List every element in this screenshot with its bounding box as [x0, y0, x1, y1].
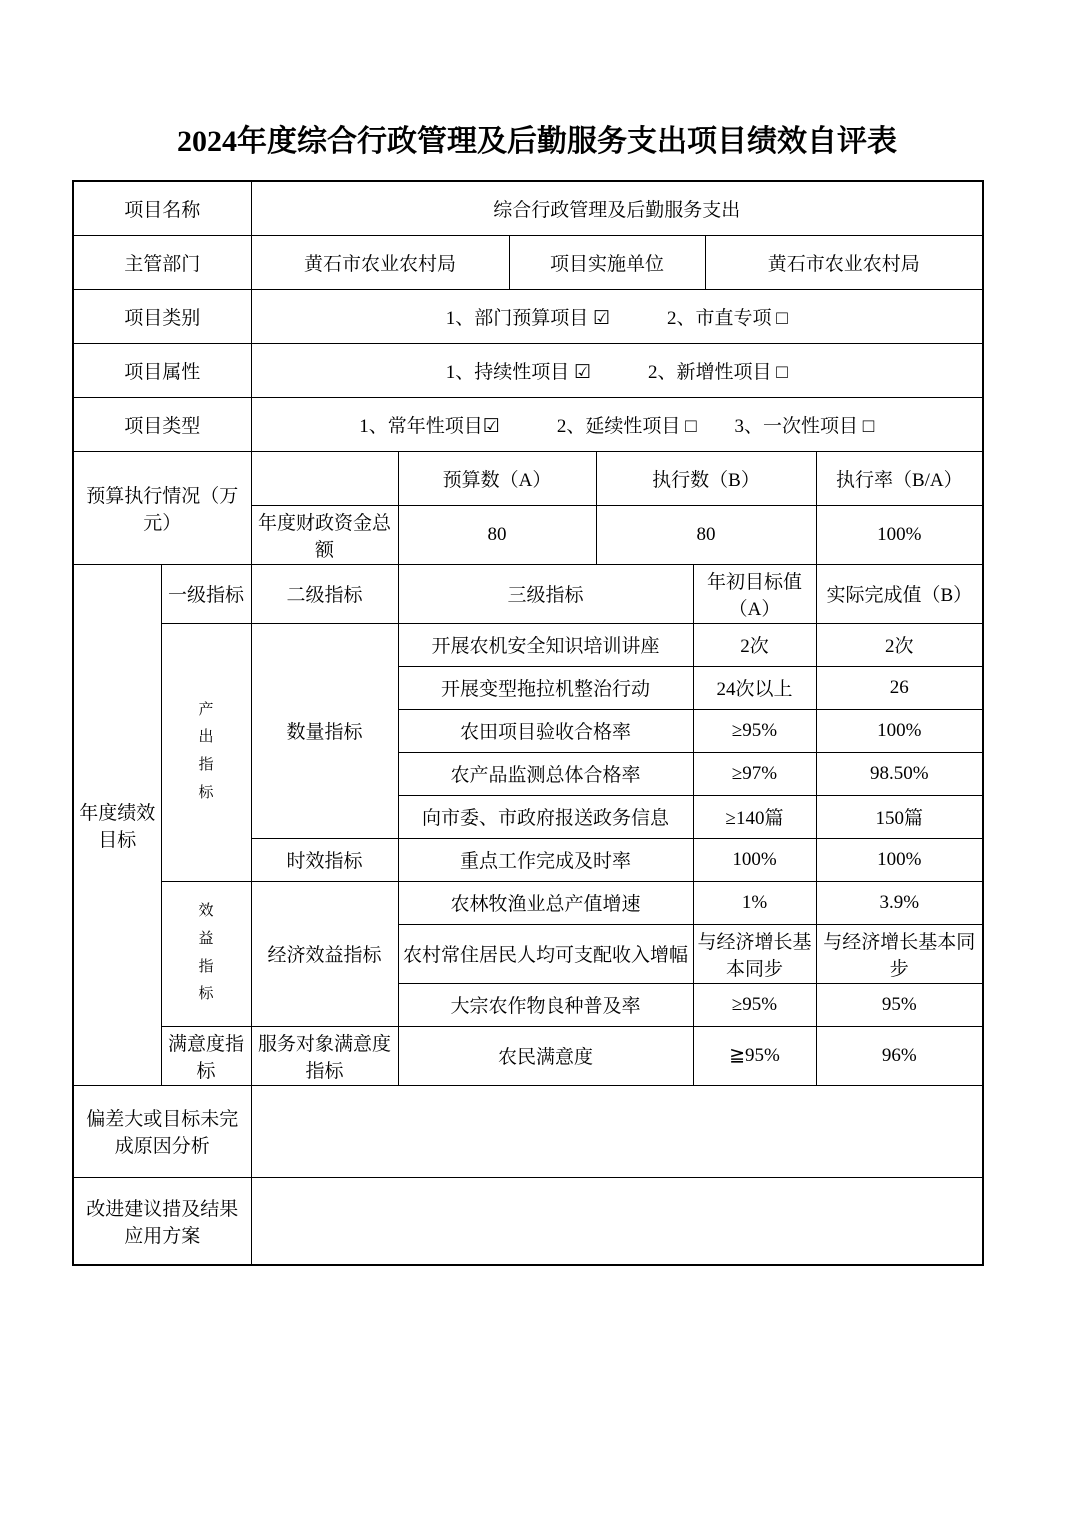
- indicator-level3: 农产品监测总体合格率: [398, 752, 693, 795]
- improvement-label: 改进建议措及结果应用方案: [73, 1177, 251, 1265]
- indicator-actual: 98.50%: [816, 752, 983, 795]
- level1-benefit-label: 效益指标: [198, 903, 214, 1003]
- type-options: 1、常年性项目☑ 2、延续性项目 □ 3、一次性项目 □: [251, 397, 983, 451]
- attribute-options: 1、持续性项目 ☑ 2、新增性项目 □: [251, 343, 983, 397]
- project-name-value: 综合行政管理及后勤服务支出: [251, 181, 983, 235]
- level2-service-cell: [251, 1026, 398, 1085]
- level2-economic-cell: 经济效益指标: [251, 881, 398, 1026]
- dept-label: 主管部门: [73, 235, 251, 289]
- page-title: 2024年度综合行政管理及后勤服务支出项目绩效自评表: [177, 125, 897, 158]
- indicator-actual: 95%: [816, 983, 983, 1026]
- indicator-target: ≥95%: [693, 983, 816, 1026]
- impl-unit-value: 黄石市农业农村局: [705, 235, 983, 289]
- indicator-level3: 农民满意度: [398, 1026, 693, 1085]
- budget-value: 80: [398, 505, 596, 564]
- indicator-actual: 96%: [816, 1026, 983, 1085]
- indicator-actual: 150篇: [816, 795, 983, 838]
- table-row: [73, 289, 983, 343]
- table-row: [73, 181, 983, 235]
- level1-satisfaction-cell: 满意度指标: [161, 1026, 251, 1085]
- indicator-target: ≧95%: [693, 1026, 816, 1085]
- level1-output-label: 产出指标: [198, 701, 214, 801]
- self-evaluation-table: [72, 180, 984, 1266]
- table-row: [73, 343, 983, 397]
- indicator-level3: 重点工作完成及时率: [398, 838, 693, 881]
- impl-unit-label: 项目实施单位: [509, 235, 705, 289]
- indicator-target: 1%: [693, 881, 816, 924]
- indicator-target: ≥95%: [693, 709, 816, 752]
- annual-performance-label: 年度绩效目标: [73, 564, 161, 1085]
- indicator-level3: 大宗农作物良种普及率: [398, 983, 693, 1026]
- deviation-label: 偏差大或目标未完成原因分析: [73, 1085, 251, 1177]
- indicator-level3: 开展变型拖拉机整治行动: [398, 666, 693, 709]
- indicator-actual: 与经济增长基本同步: [816, 924, 983, 983]
- budget-col-budget: 预算数（A）: [398, 451, 596, 505]
- indicator-level3: 向市委、市政府报送政务信息: [398, 795, 693, 838]
- level3-header: 三级指标: [398, 564, 693, 623]
- attribute-label: 项目属性: [73, 343, 251, 397]
- budget-section-label: 预算执行情况（万元）: [73, 451, 251, 564]
- level2-service-label: 服务对象满意度指标: [258, 1033, 392, 1082]
- level2-header: 二级指标: [251, 564, 398, 623]
- rate-value: 100%: [816, 505, 983, 564]
- category-options: 1、部门预算项目 ☑ 2、市直专项 □: [251, 289, 983, 343]
- deviation-content: [251, 1085, 983, 1177]
- table-row: [73, 1085, 983, 1177]
- indicator-target: 24次以上: [693, 666, 816, 709]
- indicator-target: 100%: [693, 838, 816, 881]
- table-row: [73, 564, 983, 623]
- level2-quantity-cell: 数量指标: [251, 623, 398, 838]
- indicator-actual: 2次: [816, 623, 983, 666]
- indicator-target: 2次: [693, 623, 816, 666]
- indicator-level3: 农田项目验收合格率: [398, 709, 693, 752]
- actual-header: 实际完成值（B）: [816, 564, 983, 623]
- budget-col-rate: 执行率（B/A）: [816, 451, 983, 505]
- project-name-label: 项目名称: [73, 181, 251, 235]
- level1-header: 一级指标: [161, 564, 251, 623]
- exec-value: 80: [596, 505, 816, 564]
- indicator-actual: 26: [816, 666, 983, 709]
- category-label: 项目类别: [73, 289, 251, 343]
- budget-row-label: 年度财政资金总额: [251, 505, 398, 564]
- indicator-actual: 100%: [816, 709, 983, 752]
- budget-empty-cell: [251, 451, 398, 505]
- target-header: 年初目标值（A）: [693, 564, 816, 623]
- indicator-actual: 100%: [816, 838, 983, 881]
- indicator-level3: 开展农机安全知识培训讲座: [398, 623, 693, 666]
- indicator-target: ≥140篇: [693, 795, 816, 838]
- dept-value: 黄石市农业农村局: [251, 235, 509, 289]
- indicator-target: ≥97%: [693, 752, 816, 795]
- table-row: [73, 881, 983, 924]
- type-label: 项目类型: [73, 397, 251, 451]
- table-row: [73, 623, 983, 666]
- indicator-level3: 农林牧渔业总产值增速: [398, 881, 693, 924]
- table-row: [73, 1026, 983, 1085]
- budget-col-exec: 执行数（B）: [596, 451, 816, 505]
- table-row: [73, 397, 983, 451]
- indicator-actual: 3.9%: [816, 881, 983, 924]
- table-row: [73, 1177, 983, 1265]
- level1-benefit-cell: [161, 881, 251, 1026]
- table-row: [73, 235, 983, 289]
- improvement-content: [251, 1177, 983, 1265]
- table-row: [73, 451, 983, 505]
- indicator-level3: 农村常住居民人均可支配收入增幅: [398, 924, 693, 983]
- level1-output-cell: [161, 623, 251, 881]
- level2-timeliness-cell: 时效指标: [251, 838, 398, 881]
- indicator-target: 与经济增长基本同步: [693, 924, 816, 983]
